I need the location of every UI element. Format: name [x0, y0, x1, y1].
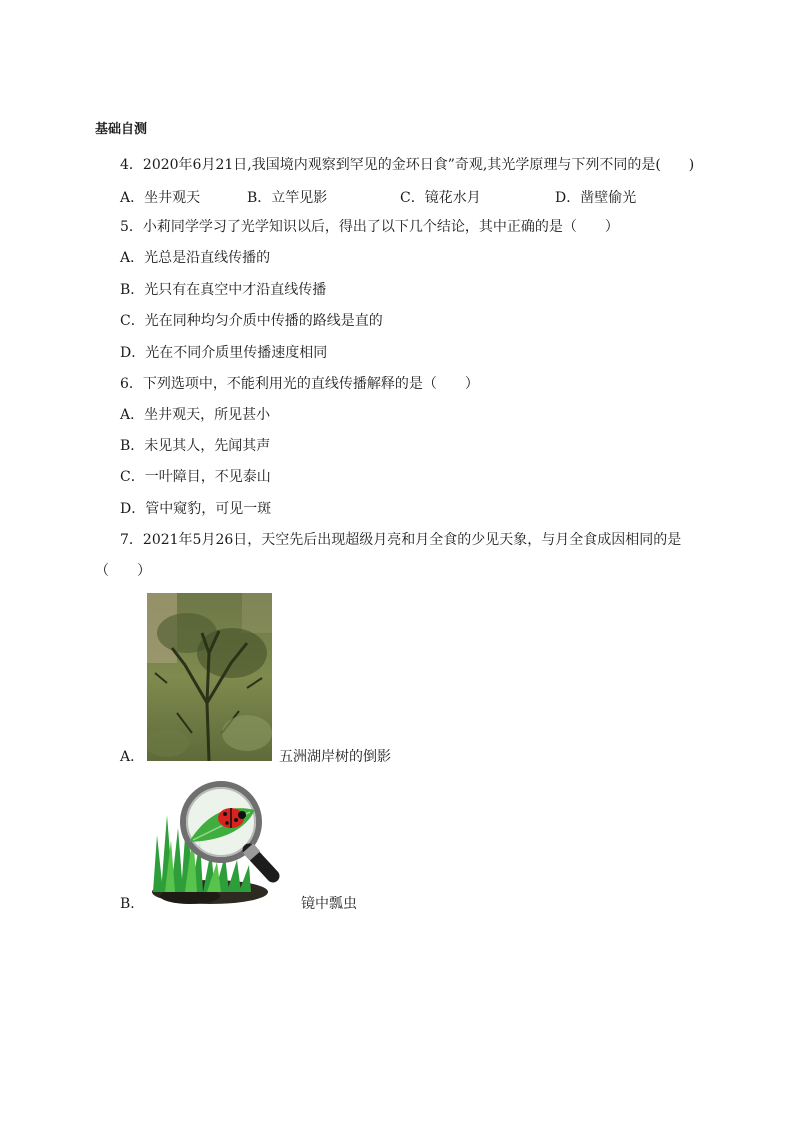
- question-5-option-d: D．光在不同介质里传播速度相同: [120, 345, 328, 361]
- question-4-option-a: A．坐井观天: [120, 190, 201, 206]
- question-5-option-a: A．光总是沿直线传播的: [120, 250, 271, 266]
- question-6-stem: 6．下列选项中，不能利用光的直线传播解释的是（ ）: [120, 376, 479, 392]
- question-7-option-a-caption: 五洲湖岸树的倒影: [279, 749, 391, 765]
- question-7-stem-continued: （ ）: [95, 563, 151, 579]
- question-6-option-b: B．未见其人，先闻其声: [120, 438, 271, 454]
- question-5-stem: 5．小莉同学学习了光学知识以后，得出了以下几个结论，其中正确的是（ ）: [120, 219, 619, 235]
- question-6-option-d: D．管中窥豹，可见一斑: [120, 501, 272, 517]
- question-7-option-a-letter: A．: [120, 749, 145, 765]
- ladybug-magnifier-image: [145, 780, 295, 907]
- question-6-option-a: A．坐井观天，所见甚小: [120, 407, 271, 423]
- question-5-option-b: B．光只有在真空中才沿直线传播: [120, 282, 327, 298]
- question-6-option-c: C．一叶障目，不见泰山: [120, 469, 271, 485]
- question-4-option-b: B．立竿见影: [247, 190, 328, 206]
- tree-reflection-photo: [147, 593, 272, 761]
- question-4-option-d: D．凿壁偷光: [555, 190, 637, 206]
- question-7-stem: 7．2021年5月26日，天空先后出现超级月亮和月全食的少见天象，与月全食成因相同的是: [120, 532, 682, 548]
- question-7-option-b-letter: B．: [120, 896, 145, 912]
- section-title: 基础自测: [95, 122, 148, 137]
- question-5-option-c: C．光在同种均匀介质中传播的路线是直的: [120, 313, 383, 329]
- question-4-option-c: C．镜花水月: [400, 190, 481, 206]
- question-7-option-b-caption: 镜中瓢虫: [301, 896, 357, 912]
- question-4-stem: 4．2020年6月21日,我国境内观察到罕见的金环日食”奇观,其光学原理与下列不同的是( ): [120, 157, 695, 173]
